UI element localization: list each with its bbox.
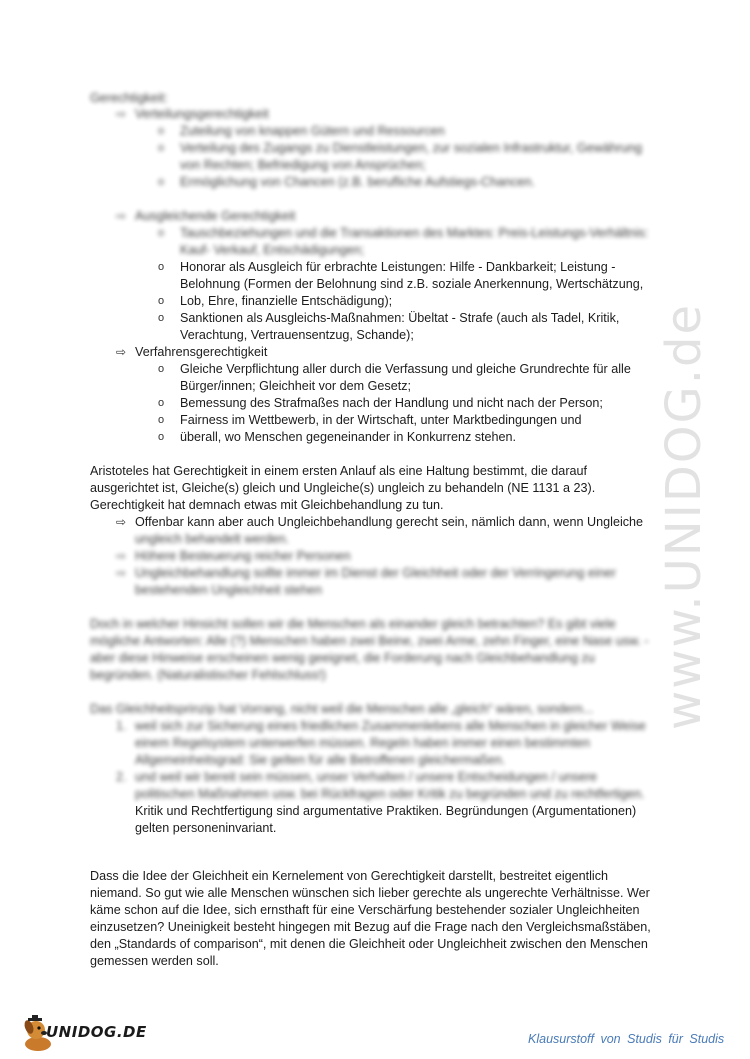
circle-bullet-icon: o (158, 397, 165, 409)
circle-bullet-icon: o (158, 142, 165, 154)
list-item: Gleiche Verpflichtung aller durch die Verfassung und gleiche Grundrechte für alle (180, 362, 631, 376)
footer-slogan: Klausurstoff von Studis für Studis (528, 1032, 725, 1046)
list-item: Offenbar kann aber auch Ungleichbehandlung gerecht sein, nämlich dann, wenn Ungleiche (135, 515, 644, 529)
paragraph-line: Das Gleichheitsprinzip hat Vorrang, nicht weil die Menschen alle „gleich“ wären, sondern... (90, 702, 594, 716)
list-item: ungleich behandelt werden. (135, 532, 290, 546)
list-item: überall, wo Menschen gegeneinander in Konkurrenz stehen. (180, 430, 517, 444)
list-item: Lob, Ehre, finanzielle Entschädigung); (180, 294, 393, 308)
circle-bullet-icon: o (158, 227, 165, 239)
arrow-icon: ⇨ (116, 209, 127, 223)
list-item: Allgemeinheitsgrad: Sie gelten für alle Betroffenen gleichermaßen. (135, 753, 506, 767)
paragraph-line: aber diese Hinweise erscheinen wenig geeignet, die Forderung nach Gleichbehandlung zu (90, 651, 595, 665)
list-item: Verachtung, Vertrauensentzug, Schande); (180, 328, 414, 342)
circle-bullet-icon: o (158, 414, 165, 426)
list-item: Kritik und Rechtfertigung sind argumentative Praktiken. Begründungen (Argumentationen) (135, 804, 637, 818)
circle-bullet-icon: o (158, 176, 165, 188)
list-item: Tauschbeziehungen und die Transaktionen des Marktes: Preis-Leistungs-Verhältnis: (180, 226, 649, 240)
circle-bullet-icon: o (158, 431, 165, 443)
circle-bullet-icon: o (158, 125, 165, 137)
list-item: Ermöglichung von Chancen (z.B. berufliche Aufstiegs-Chancen. (180, 175, 535, 189)
list-item: von Rechten; Befriedigung von Ansprüchen; (180, 158, 426, 172)
paragraph-line: begründen. (Naturalistischer Fehlschluss!) (90, 668, 326, 682)
paragraph-line: gemessen werden soll. (90, 954, 219, 968)
list-item: Fairness im Wettbewerb, in der Wirtschaft, unter Marktbedingungen und (180, 413, 582, 427)
paragraph-line: Dass die Idee der Gleichheit ein Kernelement von Gerechtigkeit darstellt, bestreitet eigentlich (90, 869, 609, 883)
list-item: Bemessung des Strafmaßes nach der Handlung und nicht nach der Person; (180, 396, 603, 410)
list-item: einem Regelsystem unterwerfen müssen. Regeln haben immer einen bestimmten (135, 736, 590, 750)
list-item: weil sich zur Sicherung eines friedlichen Zusammenlebens alle Menschen in gleicher Weise (135, 719, 646, 733)
paragraph-line: niemand. So gut wie alle Menschen wünschen sich lieber gerechte als ungerechte Verhältnisse. Wer (90, 886, 650, 900)
list-item: gelten personeninvariant. (135, 821, 277, 835)
circle-bullet-icon: o (158, 312, 165, 324)
paragraph-line: den „Standards of comparison“, mit denen die Gleichheit oder Ungleichheit zwischen den Menschen (90, 937, 648, 951)
paragraph-line: ausgerichtet ist, Gleiche(s) gleich und Ungleiche(s) ungleich zu behandeln (NE 1131 a 23). (90, 481, 596, 495)
watermark-text: www.UNIDOG.de (656, 302, 712, 730)
arrow-icon: ⇨ (116, 549, 127, 563)
heading: Gerechtigkeit: (90, 91, 168, 105)
list-item: politischen Maßnahmen usw. bei Rückfragen oder Kritik zu begründen und zu rechtfertigen. (135, 787, 645, 801)
list-heading: Ausgleichende Gerechtigkeit (135, 209, 296, 223)
circle-bullet-icon: o (158, 295, 165, 307)
circle-bullet-icon: o (158, 261, 165, 273)
footer-logo-text[interactable]: UNIDOG.DE (46, 1023, 147, 1041)
arrow-icon: ⇨ (116, 345, 127, 359)
list-item: Kauf- Verkauf, Entschädigungen; (180, 243, 365, 257)
paragraph-line: Gerechtigkeit hat demnach etwas mit Gleichbehandlung zu tun. (90, 498, 444, 512)
list-number: 2. (116, 770, 127, 784)
paragraph-line: einzusetzen? Uneinigkeit besteht hingegen mit Bezug auf die Frage nach den Vergleichsmaßstäben, (90, 920, 651, 934)
paragraph-line: käme schon auf die Idee, sich ernsthaft für eine Verschärfung bestehender sozialer Ungleichheiten (90, 903, 640, 917)
arrow-icon: ⇨ (116, 566, 127, 580)
arrow-icon: ⇨ (116, 515, 127, 529)
list-item: Sanktionen als Ausgleichs-Maßnahmen: Übeltat - Strafe (auch als Tadel, Kritik, (180, 311, 620, 325)
paragraph-line: Doch in welcher Hinsicht sollen wir die Menschen als einander gleich betrachten? Es gibt viele (90, 617, 616, 631)
paragraph-line: mögliche Antworten: Alle (?) Menschen haben zwei Beine, zwei Arme, zehn Finger, eine Nase usw. - (90, 634, 649, 648)
list-item: Zuteilung von knappen Gütern und Ressourcen (180, 124, 445, 138)
list-heading: Verfahrensgerechtigkeit (135, 345, 268, 359)
list-item: Belohnung (Formen der Belohnung sind z.B. soziale Anerkennung, Wertschätzung, (180, 277, 644, 291)
list-heading: Verteilungsgerechtigkeit (135, 107, 269, 121)
list-item: Bürger/innen; Gleichheit vor dem Gesetz; (180, 379, 411, 393)
list-item: und weil wir bereit sein müssen, unser Verhalten / unsere Entscheidungen / unsere (135, 770, 598, 784)
arrow-icon: ⇨ (116, 107, 127, 121)
list-item: bestehenden Ungleichheit stehen (135, 583, 322, 597)
paragraph-line: Aristoteles hat Gerechtigkeit in einem ersten Anlauf als eine Haltung bestimmt, die darauf (90, 464, 588, 478)
list-number: 1. (116, 719, 127, 733)
circle-bullet-icon: o (158, 363, 165, 375)
list-item: Verteilung des Zugangs zu Dienstleistungen, zur sozialen Infrastruktur, Gewährung (180, 141, 643, 155)
list-item: Höhere Besteuerung reicher Personen (135, 549, 351, 563)
list-item: Ungleichbehandlung sollte immer im Dienst der Gleichheit oder der Verringerung einer (135, 566, 616, 580)
list-item: Honorar als Ausgleich für erbrachte Leistungen: Hilfe - Dankbarkeit; Leistung - (180, 260, 616, 274)
